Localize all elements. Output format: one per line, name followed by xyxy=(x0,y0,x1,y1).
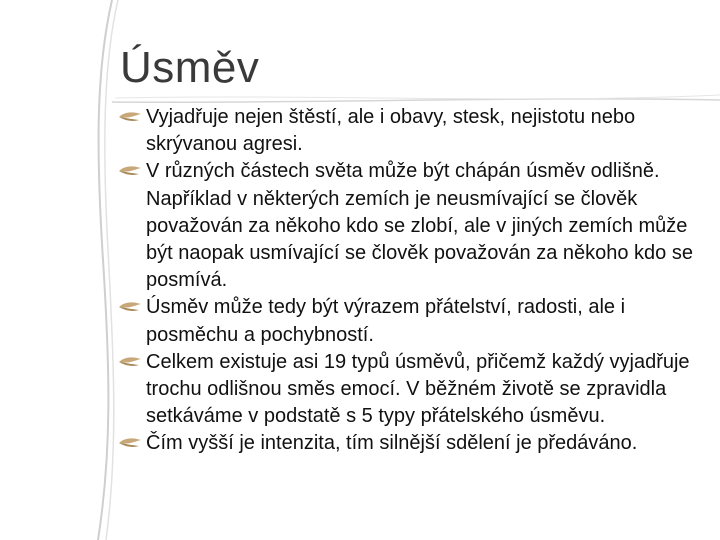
bullet-item xyxy=(118,349,708,431)
bullet-item xyxy=(118,158,708,294)
frame-top-curve xyxy=(112,99,720,102)
bullet-text: Čím vyšší je intenzita, tím silnější sdělení je předáváno. xyxy=(146,432,638,455)
bullet-text: Celkem existuje asi 19 typů úsměvů, přičemž každý vyjadřuje trochu odlišnou směs emocí. V běžném životě se zpravidla setkáváme v podstatě s 5 typy přátelského úsměvu. xyxy=(146,350,690,428)
bullet-item xyxy=(118,294,708,348)
bullet-list xyxy=(118,104,708,458)
bullet-item xyxy=(118,104,708,158)
slide-title: Úsměv xyxy=(120,43,260,92)
feather-bullet-icon xyxy=(118,300,142,314)
bullet-text: Úsměv může tedy být výrazem přátelství, radosti, ale i posměchu a pochybností. xyxy=(146,296,626,346)
bullet-text: Vyjadřuje nejen štěstí, ale i obavy, stesk, nejistotu nebo skrývanou agresi. xyxy=(146,106,636,156)
bullet-item xyxy=(118,430,708,457)
feather-bullet-icon xyxy=(118,164,142,178)
frame-left-curve xyxy=(98,0,112,540)
feather-bullet-icon xyxy=(118,436,142,450)
bullet-text: V různých částech světa může být chápán úsměv odlišně. Například v některých zemích je neusmívající se člověk považován za někoho kdo se zlobí, ale v jiných zemích může být naopak usmívající se člověk považován za někoho kdo se posmívá. xyxy=(146,160,693,292)
feather-bullet-icon xyxy=(118,110,142,124)
feather-bullet-icon xyxy=(118,355,142,369)
